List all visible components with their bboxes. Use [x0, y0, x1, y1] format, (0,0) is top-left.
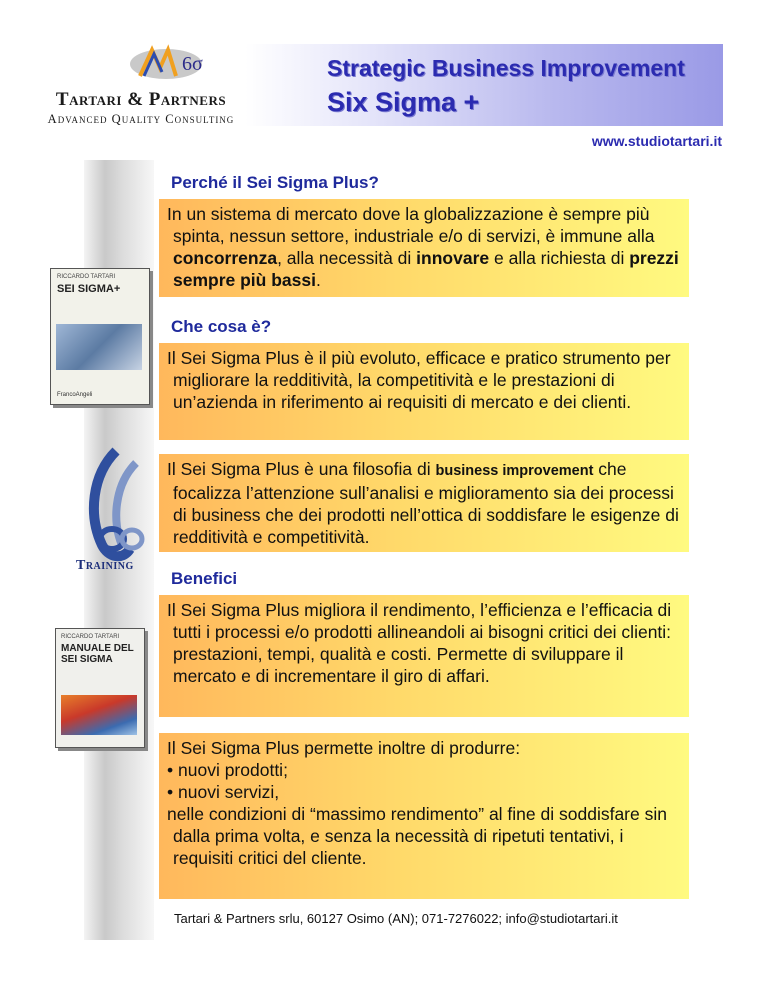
book-cover-manuale-sei-sigma — [55, 628, 145, 748]
heading-perche: Perché il Sei Sigma Plus? — [171, 173, 379, 192]
text-box-filosofia — [159, 454, 689, 552]
book-author: RICCARDO TARTARI — [61, 634, 120, 640]
firm-name: Tartari & Partners — [55, 89, 227, 110]
banner-title: Strategic Business Improvement — [327, 55, 685, 81]
book-cover-image — [61, 695, 137, 735]
firm-tagline: Advanced Quality Consulting — [47, 112, 235, 126]
paragraph: Il Sei Sigma Plus è il più evoluto, efficace e pratico strumento per migliorare la redditività, la competitività e le prestazioni di un’azienda in riferimento ai requisiti di mercato e dei clienti. — [167, 348, 671, 412]
paragraph-intro: Il Sei Sigma Plus permette inoltre di produrre: — [167, 738, 521, 758]
book-title: MANUALE DEL SEI SIGMA — [61, 643, 134, 665]
text-box-perche — [159, 199, 689, 297]
paragraph: Il Sei Sigma Plus migliora il rendimento, l’efficienza e l’efficacia di tutti i processi e/o prodotti allineandoli ai bisogni critici dei clienti: prestazioni, tempi, qualità e costi. Permette di sviluppare il mercato e di incrementare il giro di affari. — [167, 600, 672, 686]
heading-che-cosa: Che cosa è? — [171, 317, 272, 336]
book-cover-image — [56, 324, 142, 370]
text-box-produrre — [159, 733, 689, 899]
book-cover-sei-sigma-plus — [50, 268, 150, 405]
text-box-benefici — [159, 595, 689, 717]
paragraph: Il Sei Sigma Plus è una filosofia di business improvement che focalizza l’attenzione sull’analisi e miglioramento sia dei processi di business che dei prodotti nell’ottica di soddisfare le esigenze di redditività e competitività. — [167, 459, 679, 547]
list-item: • nuovi prodotti; — [167, 760, 288, 780]
paragraph: In un sistema di mercato dove la globalizzazione è sempre più spinta, nessun settore, industriale e/o di servizi, è immune alla concorrenza, alla necessità di innovare e alla richiesta di prezzi sempre più bassi. — [167, 204, 679, 290]
list-item: • nuovi servizi, — [167, 782, 280, 802]
six-sigma-logo-icon — [118, 42, 238, 82]
book-author: RICCARDO TARTARI — [57, 274, 116, 280]
six-sigma-training-icon — [78, 445, 158, 575]
logo-symbol: 6σ — [182, 53, 203, 75]
footer-contact: Tartari & Partners srlu, 60127 Osimo (AN); 071-7276022; info@studiotartari.it — [174, 911, 618, 926]
training-label: Training — [76, 558, 134, 573]
book-title: SEI SIGMA+ — [57, 283, 121, 295]
text-box-definizione — [159, 343, 689, 440]
heading-benefici: Benefici — [171, 569, 238, 588]
banner-subtitle: Six Sigma + — [327, 87, 480, 117]
paragraph: nelle condizioni di “massimo rendimento” al fine di soddisfare sin dalla prima volta, e senza la necessità di ripetuti tentativi, i requisiti critici del cliente. — [167, 804, 667, 868]
book-publisher: FrancoAngeli — [57, 392, 93, 398]
website-link[interactable]: www.studiotartari.it — [591, 133, 722, 149]
